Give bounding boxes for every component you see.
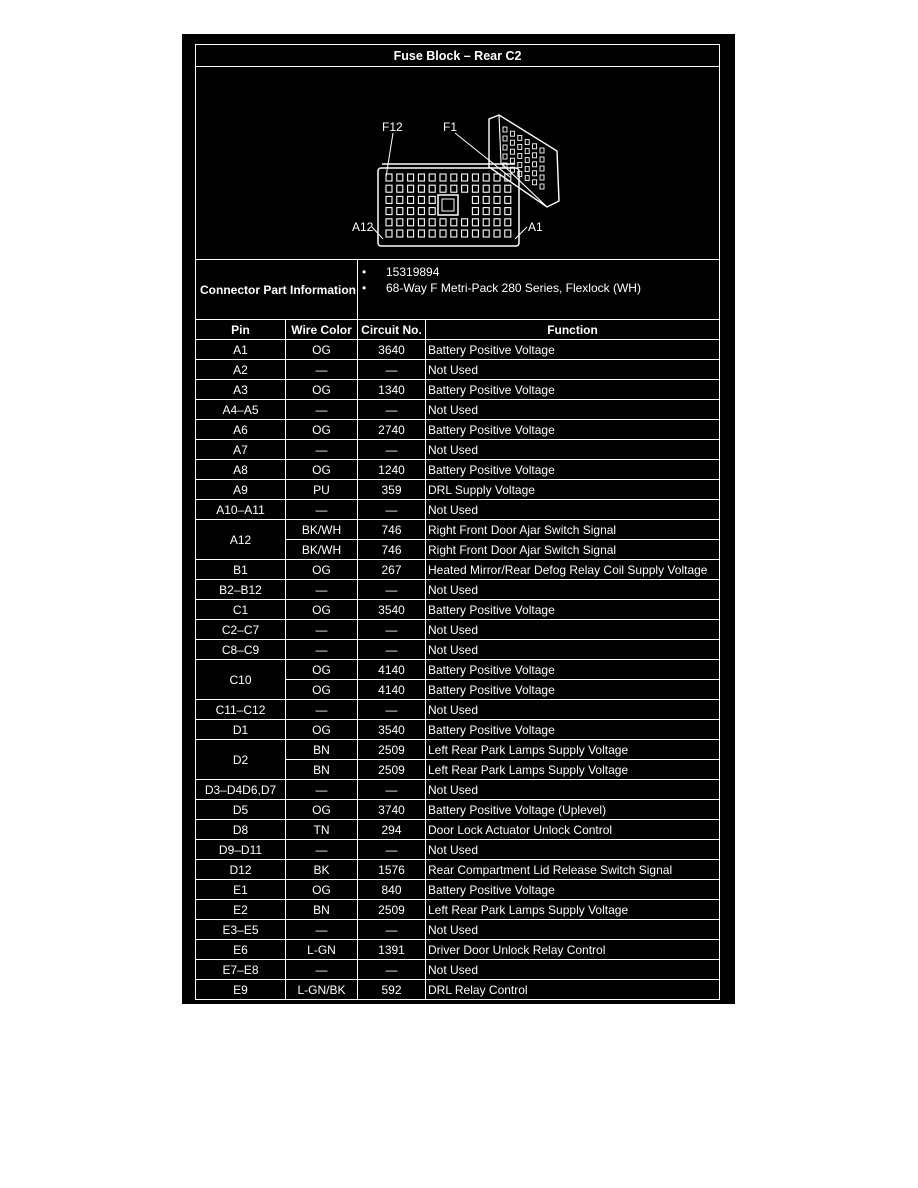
center-keyway: [438, 195, 458, 215]
pin-cavity: [396, 208, 402, 215]
pin-cell: A3: [196, 380, 286, 400]
body-cavity: [525, 140, 529, 145]
wire-color-cell: BN: [286, 760, 358, 780]
pin-cavity: [396, 196, 402, 203]
pin-cavity: [461, 219, 467, 226]
pin-cavity: [407, 219, 413, 226]
pin-cavity: [386, 174, 392, 181]
body-cavity: [532, 171, 536, 176]
header-row: [196, 320, 720, 340]
pin-cavity: [504, 196, 510, 203]
pin-cell: C11–C12: [196, 700, 286, 720]
connector-info-item: • 15319894: [362, 265, 440, 279]
function-cell: Battery Positive Voltage: [426, 460, 720, 480]
table-row: [196, 560, 720, 580]
body-cavity: [503, 154, 507, 159]
pin-cavity: [461, 174, 467, 181]
wire-color-cell: —: [286, 580, 358, 600]
pin-cavity: [440, 174, 446, 181]
pin-cavity: [461, 185, 467, 192]
pin-cavity: [386, 230, 392, 237]
body-cavity: [532, 180, 536, 185]
table-row: [196, 940, 720, 960]
pin-cavity: [429, 174, 435, 181]
function-cell: Not Used: [426, 700, 720, 720]
pin-cavity: [429, 208, 435, 215]
pin-cavity: [472, 208, 478, 215]
pin-cavity: [418, 196, 424, 203]
a1-leader: [515, 227, 527, 239]
wire-color-cell: OG: [286, 460, 358, 480]
circuit-cell: 2509: [358, 740, 426, 760]
pin-cavity: [472, 185, 478, 192]
function-cell: Not Used: [426, 500, 720, 520]
table-row: [196, 980, 720, 1000]
circuit-cell: 746: [358, 520, 426, 540]
pin-cavity: [429, 185, 435, 192]
pin-cavity: [472, 219, 478, 226]
circuit-cell: —: [358, 580, 426, 600]
label-f12: F12: [381, 120, 403, 134]
wire-color-cell: OG: [286, 880, 358, 900]
wire-color-cell: OG: [286, 420, 358, 440]
pin-cavity: [494, 230, 500, 237]
pin-cell: A9: [196, 480, 286, 500]
pin-cell: D5: [196, 800, 286, 820]
pin-cell: E2: [196, 900, 286, 920]
pin-cell: E3–E5: [196, 920, 286, 940]
circuit-cell: —: [358, 700, 426, 720]
function-cell: Not Used: [426, 960, 720, 980]
pin-cavity: [440, 219, 446, 226]
pin-cell: E1: [196, 880, 286, 900]
connector-info-label: Connector Part Information: [196, 260, 358, 320]
pin-cavity: [450, 174, 456, 181]
pin-cavity: [472, 174, 478, 181]
wire-color-cell: OG: [286, 560, 358, 580]
function-cell: Not Used: [426, 620, 720, 640]
body-cavity: [517, 153, 521, 158]
wire-color-cell: —: [286, 400, 358, 420]
header-pin: Pin: [196, 320, 286, 340]
wire-color-cell: L-GN: [286, 940, 358, 960]
wire-color-cell: PU: [286, 480, 358, 500]
table-row: [196, 860, 720, 880]
circuit-cell: —: [358, 780, 426, 800]
pin-cavity: [407, 174, 413, 181]
pin-cavity: [483, 185, 489, 192]
table-row: [196, 780, 720, 800]
f12-leader: [386, 133, 393, 177]
table-row: [196, 520, 720, 540]
pin-cell: D12: [196, 860, 286, 880]
function-cell: Left Rear Park Lamps Supply Voltage: [426, 900, 720, 920]
pin-cavity: [483, 219, 489, 226]
function-cell: Battery Positive Voltage: [426, 720, 720, 740]
header-function: Function: [426, 320, 720, 340]
label-a1: A1: [527, 220, 543, 234]
pin-cell: D9–D11: [196, 840, 286, 860]
body-cavity: [532, 144, 536, 149]
pin-cavity: [483, 230, 489, 237]
function-cell: Battery Positive Voltage: [426, 600, 720, 620]
table-row: [196, 480, 720, 500]
circuit-cell: 1391: [358, 940, 426, 960]
connector-info-list: [358, 260, 720, 320]
connector-diagram-cell: [196, 67, 720, 260]
circuit-cell: —: [358, 500, 426, 520]
table-title: Fuse Block – Rear C2: [196, 45, 720, 67]
wire-color-cell: —: [286, 620, 358, 640]
pin-cavity: [429, 196, 435, 203]
function-cell: Left Rear Park Lamps Supply Voltage: [426, 740, 720, 760]
connector-info-item: • 68-Way F Metri-Pack 280 Series, Flexlock (WH): [362, 281, 641, 295]
pin-cavity: [429, 219, 435, 226]
pin-cavity: [440, 230, 446, 237]
circuit-cell: 1240: [358, 460, 426, 480]
wire-color-cell: —: [286, 920, 358, 940]
body-cavity: [510, 149, 514, 154]
body-cavity: [540, 166, 544, 171]
circuit-cell: 746: [358, 540, 426, 560]
circuit-cell: 3540: [358, 600, 426, 620]
pin-cell: D8: [196, 820, 286, 840]
pin-cavity: [418, 185, 424, 192]
circuit-cell: —: [358, 920, 426, 940]
pin-cavity: [494, 174, 500, 181]
body-cavity: [540, 184, 544, 189]
pin-cavity: [483, 208, 489, 215]
table-row: [196, 800, 720, 820]
pin-cavity: [418, 230, 424, 237]
pin-cavity: [494, 219, 500, 226]
function-cell: DRL Supply Voltage: [426, 480, 720, 500]
function-cell: DRL Relay Control: [426, 980, 720, 1000]
body-cavity: [532, 153, 536, 158]
pin-cell: D3–D4D6,D7: [196, 780, 286, 800]
pin-cell: D1: [196, 720, 286, 740]
circuit-cell: —: [358, 440, 426, 460]
pin-cavity: [450, 219, 456, 226]
table-row: [196, 380, 720, 400]
function-cell: Not Used: [426, 580, 720, 600]
pin-cell: C10: [196, 660, 286, 700]
table-row: [196, 880, 720, 900]
pin-cavity: [504, 219, 510, 226]
table-row: [196, 580, 720, 600]
pin-cavity: [396, 185, 402, 192]
table-row: [196, 440, 720, 460]
circuit-cell: 592: [358, 980, 426, 1000]
circuit-cell: —: [358, 840, 426, 860]
pin-cavity: [407, 230, 413, 237]
function-cell: Battery Positive Voltage: [426, 380, 720, 400]
wire-color-cell: BK/WH: [286, 520, 358, 540]
pin-cavity: [483, 174, 489, 181]
pin-cell: B2–B12: [196, 580, 286, 600]
pin-cell: A8: [196, 460, 286, 480]
body-cavity: [510, 140, 514, 145]
wire-color-cell: —: [286, 780, 358, 800]
table-row: [196, 720, 720, 740]
body-cavity: [525, 167, 529, 172]
table-row: [196, 340, 720, 360]
wire-color-cell: —: [286, 640, 358, 660]
pin-cell: C8–C9: [196, 640, 286, 660]
pin-cell: A6: [196, 420, 286, 440]
body-cavity: [517, 162, 521, 167]
body-cavity: [525, 176, 529, 181]
pin-cavity: [407, 185, 413, 192]
table-row: [196, 820, 720, 840]
table-row: [196, 460, 720, 480]
body-cavity: [540, 148, 544, 153]
circuit-cell: —: [358, 400, 426, 420]
circuit-cell: 3640: [358, 340, 426, 360]
wire-color-cell: OG: [286, 380, 358, 400]
pin-cell: A10–A11: [196, 500, 286, 520]
table-row: [196, 740, 720, 760]
wire-color-cell: BK/WH: [286, 540, 358, 560]
function-cell: Heated Mirror/Rear Defog Relay Coil Supply Voltage: [426, 560, 720, 580]
wire-color-cell: TN: [286, 820, 358, 840]
circuit-cell: 4140: [358, 680, 426, 700]
connector-diagram: [197, 67, 719, 256]
pin-cavity: [461, 230, 467, 237]
pin-cavity: [504, 230, 510, 237]
pin-cavity: [418, 174, 424, 181]
pin-cavity: [450, 185, 456, 192]
circuit-cell: —: [358, 620, 426, 640]
center-keyway-inner: [442, 199, 454, 211]
wire-color-cell: —: [286, 840, 358, 860]
table-row: [196, 640, 720, 660]
function-cell: Not Used: [426, 400, 720, 420]
table-row: [196, 660, 720, 680]
wire-color-cell: —: [286, 960, 358, 980]
label-a12: A12: [351, 220, 373, 234]
body-cavity: [510, 158, 514, 163]
table-row: [196, 700, 720, 720]
pin-cavity: [407, 208, 413, 215]
circuit-cell: 359: [358, 480, 426, 500]
circuit-cell: 840: [358, 880, 426, 900]
function-cell: Not Used: [426, 640, 720, 660]
pin-cell: A7: [196, 440, 286, 460]
function-cell: Battery Positive Voltage: [426, 660, 720, 680]
wire-color-cell: OG: [286, 660, 358, 680]
pin-cavity: [494, 185, 500, 192]
pin-cavity: [386, 185, 392, 192]
body-cavity: [525, 149, 529, 154]
pin-cavity: [483, 196, 489, 203]
wire-color-cell: OG: [286, 340, 358, 360]
pin-cell: E9: [196, 980, 286, 1000]
pin-cell: D2: [196, 740, 286, 780]
table-row: [196, 360, 720, 380]
table-row: [196, 960, 720, 980]
pin-cavity: [418, 208, 424, 215]
pin-cell: C1: [196, 600, 286, 620]
wire-color-cell: —: [286, 500, 358, 520]
connector-face: [378, 168, 519, 246]
wire-color-cell: —: [286, 360, 358, 380]
pin-cavity: [440, 185, 446, 192]
table-row: [196, 840, 720, 860]
wire-color-cell: L-GN/BK: [286, 980, 358, 1000]
pin-cavity: [472, 230, 478, 237]
function-cell: Battery Positive Voltage: [426, 340, 720, 360]
function-cell: Not Used: [426, 920, 720, 940]
f1-leader: [455, 133, 510, 177]
pin-cavity: [504, 185, 510, 192]
pin-cavity: [396, 230, 402, 237]
body-cavity: [510, 131, 514, 136]
function-cell: Battery Positive Voltage: [426, 880, 720, 900]
circuit-cell: 3740: [358, 800, 426, 820]
pin-cavity: [504, 208, 510, 215]
circuit-cell: —: [358, 640, 426, 660]
function-cell: Right Front Door Ajar Switch Signal: [426, 520, 720, 540]
pin-cavity: [396, 219, 402, 226]
table-row: [196, 500, 720, 520]
function-cell: Not Used: [426, 360, 720, 380]
pin-cavity: [396, 174, 402, 181]
pin-cavity: [386, 196, 392, 203]
pin-cell: A12: [196, 520, 286, 560]
body-cavity: [503, 136, 507, 141]
circuit-cell: 294: [358, 820, 426, 840]
pin-cell: E7–E8: [196, 960, 286, 980]
wire-color-cell: BN: [286, 900, 358, 920]
pin-cavity: [494, 208, 500, 215]
table-row: [196, 620, 720, 640]
circuit-cell: 1340: [358, 380, 426, 400]
body-cavity: [503, 145, 507, 150]
circuit-cell: 267: [358, 560, 426, 580]
pin-cell: B1: [196, 560, 286, 580]
circuit-cell: —: [358, 360, 426, 380]
wire-color-cell: OG: [286, 680, 358, 700]
wire-color-cell: BK: [286, 860, 358, 880]
pin-cavity: [450, 230, 456, 237]
function-cell: Driver Door Unlock Relay Control: [426, 940, 720, 960]
pin-cell: E6: [196, 940, 286, 960]
body-cavity: [532, 162, 536, 167]
pin-cavity: [386, 219, 392, 226]
wire-color-cell: OG: [286, 720, 358, 740]
pin-cavity: [418, 219, 424, 226]
wire-color-cell: OG: [286, 600, 358, 620]
circuit-cell: 3540: [358, 720, 426, 740]
wire-color-cell: OG: [286, 800, 358, 820]
function-cell: Battery Positive Voltage: [426, 680, 720, 700]
table-row: [196, 900, 720, 920]
circuit-cell: 2509: [358, 900, 426, 920]
pin-cavity: [386, 208, 392, 215]
function-cell: Left Rear Park Lamps Supply Voltage: [426, 760, 720, 780]
body-cavity: [540, 175, 544, 180]
function-cell: Not Used: [426, 440, 720, 460]
circuit-cell: —: [358, 960, 426, 980]
wire-color-cell: —: [286, 700, 358, 720]
function-cell: Not Used: [426, 840, 720, 860]
pin-cell: C2–C7: [196, 620, 286, 640]
label-f1: F1: [442, 120, 457, 134]
function-cell: Battery Positive Voltage (Uplevel): [426, 800, 720, 820]
circuit-cell: 2509: [358, 760, 426, 780]
pin-cavity: [407, 196, 413, 203]
header-circuit: Circuit No.: [358, 320, 426, 340]
pin-cell: A1: [196, 340, 286, 360]
table-row: [196, 600, 720, 620]
body-cavity: [503, 127, 507, 132]
function-cell: Door Lock Actuator Unlock Control: [426, 820, 720, 840]
wire-color-cell: BN: [286, 740, 358, 760]
circuit-cell: 1576: [358, 860, 426, 880]
connector-table: [195, 44, 720, 1000]
circuit-cell: 4140: [358, 660, 426, 680]
pin-cell: A2: [196, 360, 286, 380]
body-cavity: [525, 158, 529, 163]
table-row: [196, 920, 720, 940]
circuit-cell: 2740: [358, 420, 426, 440]
function-cell: Right Front Door Ajar Switch Signal: [426, 540, 720, 560]
table-row: [196, 420, 720, 440]
table-row: [196, 400, 720, 420]
pin-cavity: [494, 196, 500, 203]
function-cell: Rear Compartment Lid Release Switch Signal: [426, 860, 720, 880]
pin-cell: A4–A5: [196, 400, 286, 420]
pin-cavity: [429, 230, 435, 237]
body-cavity: [517, 144, 521, 149]
header-wire-color: Wire Color: [286, 320, 358, 340]
body-cavity: [517, 135, 521, 140]
wire-color-cell: —: [286, 440, 358, 460]
body-cavity: [540, 157, 544, 162]
function-cell: Battery Positive Voltage: [426, 420, 720, 440]
pin-cavity: [472, 196, 478, 203]
function-cell: Not Used: [426, 780, 720, 800]
